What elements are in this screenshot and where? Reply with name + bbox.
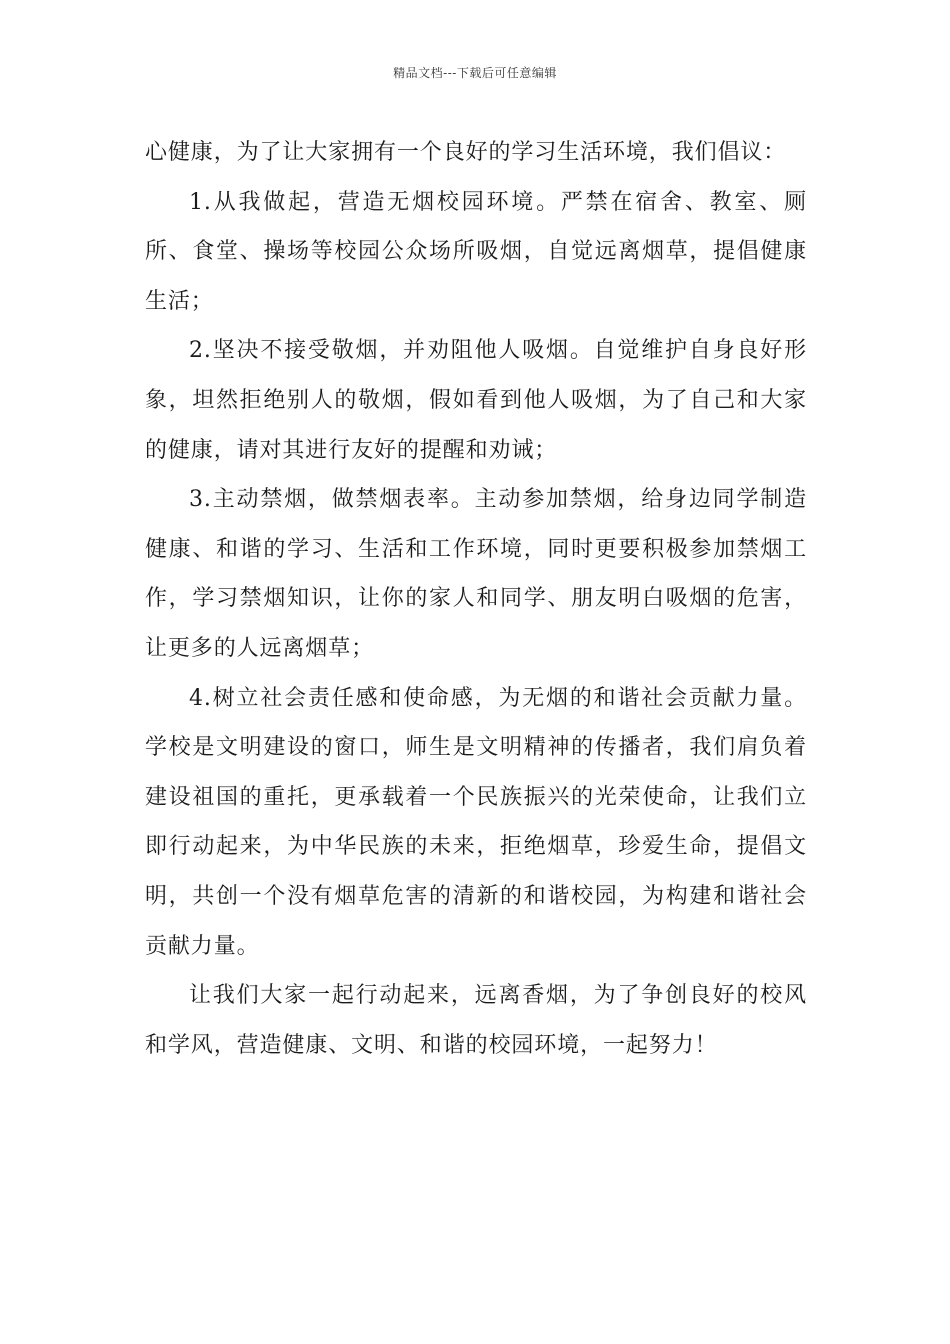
paragraph-item-4: 4.树立社会责任感和使命感，为无烟的和谐社会贡献力量。学校是文明建设的窗口，师生是文明精神的传播者，我们肩负着建设祖国的重托，更承载着一个民族振兴的光荣使命，让我们立即行动起来，为中华民族的未来，拒绝烟草，珍爱生命，提倡文明，共创一个没有烟草危害的清新的和谐校园，为构建和谐社会贡献力量。 — [145, 685, 807, 959]
paragraph-item-2: 2.坚决不接受敬烟，并劝阻他人吸烟。自觉维护自身良好形象，坦然拒绝别人的敬烟，假如看到他人吸烟，为了自己和大家的健康，请对其进行友好的提醒和劝诫； — [145, 338, 807, 463]
paragraph-item-1: 1.从我做起，营造无烟校园环境。严禁在宿舍、教室、厕所、食堂、操场等校园公众场所吸烟，自觉远离烟草，提倡健康生活； — [145, 189, 807, 314]
page-header: 精品文档---下载后可任意编辑 — [393, 66, 557, 80]
paragraph-continuation: 心健康，为了让大家拥有一个良好的学习生活环境，我们倡议： — [145, 140, 787, 165]
document-body — [145, 128, 807, 1070]
paragraph-item-3: 3.主动禁烟，做禁烟表率。主动参加禁烟，给身边同学制造健康、和谐的学习、生活和工作环境，同时更要积极参加禁烟工作，学习禁烟知识，让你的家人和同学、朋友明白吸烟的危害，让更多的人远离烟草； — [145, 487, 807, 661]
paragraph-closing: 让我们大家一起行动起来，远离香烟，为了争创良好的校风和学风，营造健康、文明、和谐的校园环境，一起努力！ — [145, 983, 807, 1058]
